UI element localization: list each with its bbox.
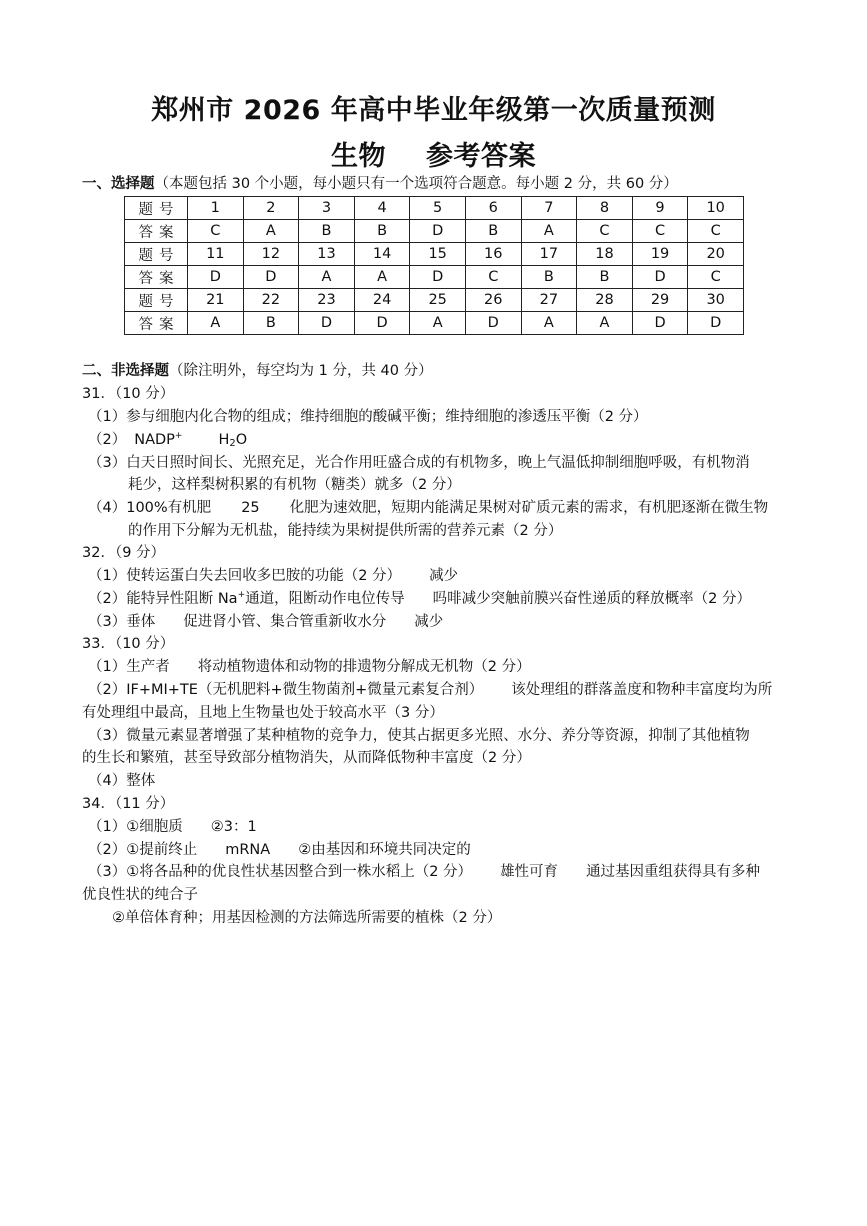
- answer-letter: D: [354, 312, 410, 335]
- question-number: 18: [577, 243, 633, 266]
- q34-part3-line2: 优良性状的纯合子: [82, 887, 198, 903]
- answer-letter: B: [577, 266, 633, 289]
- q31-part3-line1: （3）白天日照时间长、光照充足，光合作用旺盛合成的有机物多，晚上气温低抑制细胞呼吸，有机物消: [88, 455, 750, 471]
- q32-part1: [88, 566, 458, 586]
- answer-c: 减少: [414, 614, 444, 630]
- answer-a: （2）IF+MI+TE（无机肥料+微生物菌剂+微量元素复合剂）: [88, 682, 484, 698]
- q31-head: 31．（10 分）: [82, 386, 175, 402]
- answer-table: [124, 196, 744, 335]
- q31-part2: [88, 430, 247, 450]
- answer-letter: A: [243, 220, 299, 243]
- answer-c: ②由基因和环境共同决定的: [298, 842, 471, 858]
- answer-letter: A: [521, 312, 577, 335]
- answer-row-label: 答案: [125, 312, 188, 335]
- question-row: [125, 197, 744, 220]
- answer-key-label: 参考答案: [426, 141, 536, 172]
- answer-letter: A: [521, 220, 577, 243]
- question-number: 23: [299, 289, 355, 312]
- answer-letter: B: [299, 220, 355, 243]
- q31-part1: （1）参与细胞内化合物的组成；维持细胞的酸碱平衡；维持细胞的渗透压平衡（2 分）: [88, 409, 648, 425]
- answer-letter: C: [188, 220, 244, 243]
- answer-row: [125, 312, 744, 335]
- q31-part4-line2: 的作用下分解为无机盐，能持续为果树提供所需的营养元素（2 分）: [128, 523, 563, 539]
- answer-row: [125, 266, 744, 289]
- page-subtitle: [0, 134, 867, 173]
- answer-letter: B: [521, 266, 577, 289]
- answer-a: （3）①将各品种的优良性状基因整合到一株水稻上（2 分）: [88, 864, 473, 880]
- question-row: [125, 289, 744, 312]
- answer-letter: C: [577, 220, 633, 243]
- q33-part1: [88, 657, 531, 677]
- question-number: 13: [299, 243, 355, 266]
- answer-a: （3）垂体: [88, 614, 156, 630]
- question-number: 25: [410, 289, 466, 312]
- answer-letter: B: [354, 220, 410, 243]
- answer-a-start: （2）能特异性阻断 Na: [88, 591, 238, 607]
- question-number: 4: [354, 197, 410, 220]
- question-row-label: 题号: [125, 289, 188, 312]
- answer-c: 化肥为速效肥，短期内能满足果树对矿质元素的需求，有机肥逐渐在微生物: [289, 500, 769, 516]
- q31-part3-line2: 耗少，这样梨树积累的有机物（糖类）就多（2 分）: [128, 477, 461, 493]
- section1-heading: 一、选择题: [82, 176, 155, 192]
- question-number: 9: [632, 197, 688, 220]
- question-number: 7: [521, 197, 577, 220]
- q32-head: 32．（9 分）: [82, 545, 166, 561]
- answer-c: 通过基因重组获得具有多种: [586, 864, 761, 880]
- answer-letter: A: [299, 266, 355, 289]
- answer-a: （4）100%有机肥: [88, 500, 212, 516]
- answer-letter: D: [632, 312, 688, 335]
- nadp-text: NADP: [134, 432, 175, 448]
- question-row: [125, 243, 744, 266]
- question-number: 6: [465, 197, 521, 220]
- answer-letter: D: [688, 312, 744, 335]
- question-number: 1: [188, 197, 244, 220]
- question-number: 21: [188, 289, 244, 312]
- q34-part3-line3: ②单倍体育种；用基因检测的方法筛选所需要的植株（2 分）: [112, 910, 502, 926]
- answer-water: [218, 432, 247, 448]
- q34-part1: [88, 817, 257, 837]
- q33-part2-line1: [88, 680, 772, 700]
- q32-part2: [88, 589, 751, 609]
- answer-a: （1）生产者: [88, 659, 170, 675]
- question-number: 30: [688, 289, 744, 312]
- answer-b: 25: [241, 500, 260, 516]
- question-number: 15: [410, 243, 466, 266]
- water-o: O: [235, 432, 248, 448]
- question-number: 2: [243, 197, 299, 220]
- answer-letter: B: [465, 220, 521, 243]
- question-number: 12: [243, 243, 299, 266]
- answer-letter: D: [188, 266, 244, 289]
- part-label: （2）: [88, 432, 127, 448]
- answer-b: ②3：1: [210, 819, 257, 835]
- question-row-label: 题号: [125, 243, 188, 266]
- answer-b: 促进肾小管、集合管重新收水分: [183, 614, 387, 630]
- section2-heading: 二、非选择题: [82, 363, 169, 379]
- question-number: 20: [688, 243, 744, 266]
- q33-part4: （4）整体: [88, 773, 156, 789]
- answer-row-label: 答案: [125, 220, 188, 243]
- answer-letter: A: [410, 312, 466, 335]
- question-row-label: 题号: [125, 197, 188, 220]
- answer-letter: C: [465, 266, 521, 289]
- answer-letter: C: [632, 220, 688, 243]
- q33-head: 33．（10 分）: [82, 636, 175, 652]
- answer-letter: D: [410, 220, 466, 243]
- answer-letter: D: [243, 266, 299, 289]
- question-number: 19: [632, 243, 688, 266]
- answer-b: 雄性可育: [500, 864, 559, 880]
- answer-b: 将动植物遗体和动物的排遗物分解成无机物（2 分）: [197, 659, 531, 675]
- answer-a: （1）使转运蛋白失去回收多巴胺的功能（2 分）: [88, 568, 402, 584]
- question-number: 8: [577, 197, 633, 220]
- answer-letter: A: [577, 312, 633, 335]
- question-number: 16: [465, 243, 521, 266]
- q33-part3-line2: 的生长和繁殖，甚至导致部分植物消失，从而降低物种丰富度（2 分）: [82, 750, 531, 766]
- question-number: 27: [521, 289, 577, 312]
- answer-nadp: [134, 432, 182, 448]
- q34-part2: [88, 840, 471, 860]
- q34-head: 34．（11 分）: [82, 796, 175, 812]
- answer-letter: D: [465, 312, 521, 335]
- question-number: 29: [632, 289, 688, 312]
- water-sub: 2: [229, 438, 236, 449]
- section2-heading-line: [82, 361, 433, 381]
- q32-part3: [88, 612, 443, 632]
- q33-part3-line1: （3）微量元素显著增强了某种植物的竞争力，使其占据更多光照、水分、养分等资源，抑制了其他植物: [88, 728, 750, 744]
- nadp-charge: +: [174, 431, 183, 441]
- subject-label: 生物: [331, 141, 386, 172]
- answer-letter: D: [410, 266, 466, 289]
- question-number: 26: [465, 289, 521, 312]
- answer-letter: D: [632, 266, 688, 289]
- answer-letter: A: [188, 312, 244, 335]
- answer-b: 吗啡减少突触前膜兴奋性递质的释放概率（2 分）: [432, 591, 751, 607]
- question-number: 14: [354, 243, 410, 266]
- question-number: 28: [577, 289, 633, 312]
- answer-letter: C: [688, 266, 744, 289]
- answer-row: [125, 220, 744, 243]
- question-number: 10: [688, 197, 744, 220]
- answer-a: （2）①提前终止: [88, 842, 198, 858]
- answer-letter: D: [299, 312, 355, 335]
- answer-b: 该处理组的群落盖度和物种丰富度均为所: [511, 682, 773, 698]
- water-h: H: [218, 432, 230, 448]
- answer-a-end: 通道，阻断动作电位传导: [245, 591, 405, 607]
- q31-part4-line1: [88, 498, 768, 518]
- sodium-charge: +: [237, 590, 246, 600]
- q34-part3-line1: [88, 862, 760, 882]
- page-title: 郑州市 2026 年高中毕业年级第一次质量预测: [151, 95, 716, 126]
- section1-note: （本题包括 30 个小题，每小题只有一个选项符合题意。每小题 2 分，共 60 分）: [154, 176, 678, 192]
- question-number: 3: [299, 197, 355, 220]
- question-number: 5: [410, 197, 466, 220]
- answer-letter: A: [354, 266, 410, 289]
- question-number: 24: [354, 289, 410, 312]
- answer-a: （1）①细胞质: [88, 819, 183, 835]
- section1-heading-line: [82, 174, 678, 194]
- answer-b: mRNA: [225, 842, 271, 858]
- question-number: 11: [188, 243, 244, 266]
- answer-letter: B: [243, 312, 299, 335]
- answer-row-label: 答案: [125, 266, 188, 289]
- answer-letter: C: [688, 220, 744, 243]
- question-number: 17: [521, 243, 577, 266]
- question-number: 22: [243, 289, 299, 312]
- section2-note: （除注明外，每空均为 1 分，共 40 分）: [169, 363, 433, 379]
- q33-part2-line2: 有处理组中最高，且地上生物量也处于较高水平（3 分）: [82, 705, 444, 721]
- answer-b: 减少: [429, 568, 459, 584]
